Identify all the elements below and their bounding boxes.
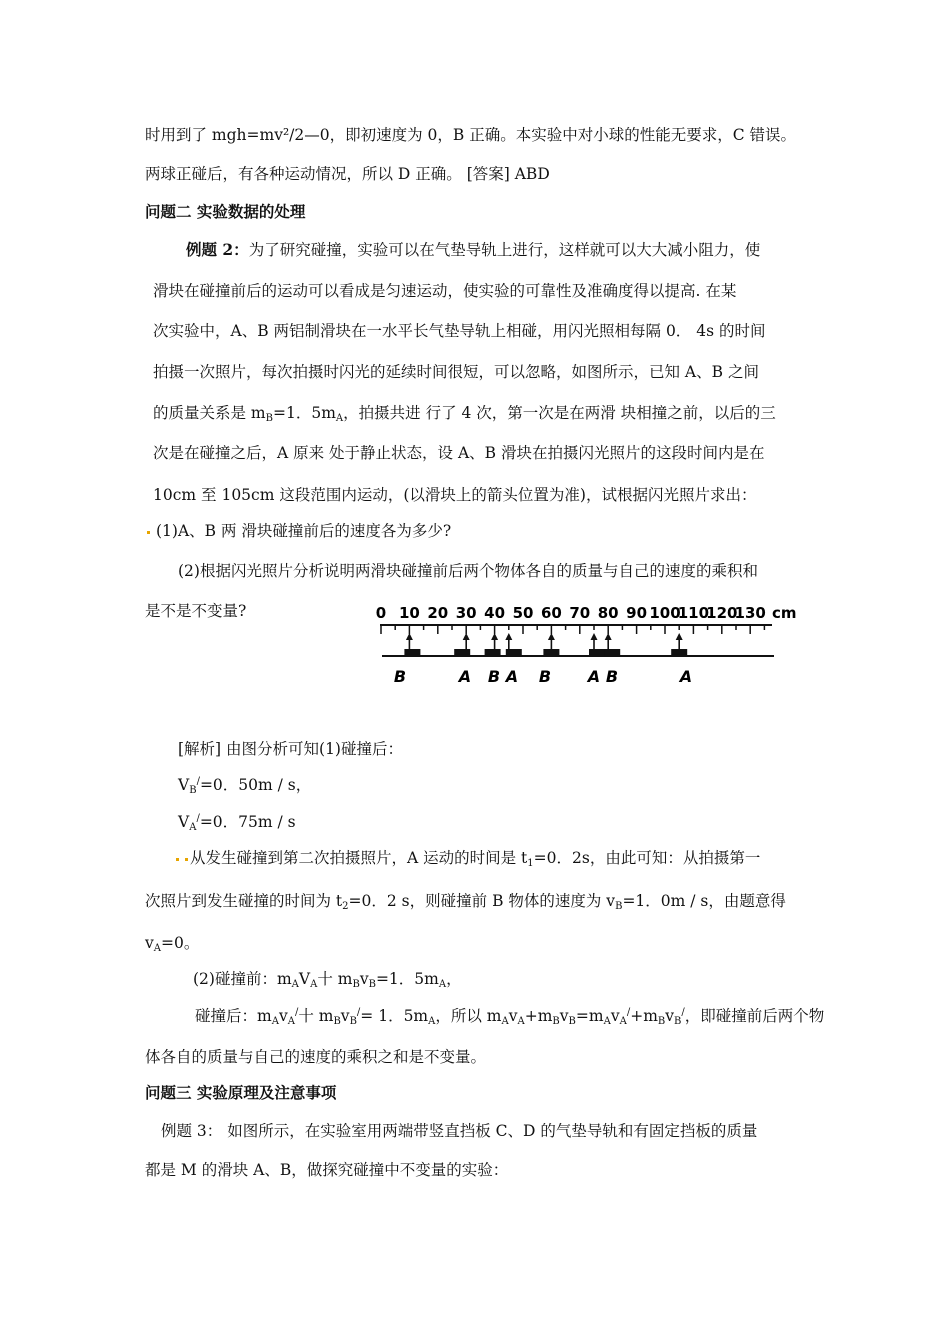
text-line: 次是在碰撞之后，A 原来 处于静止状态，设 A、B 滑块在拍摄闪光照片的这段时间内是在	[153, 444, 765, 462]
scale-label: 90	[626, 604, 648, 622]
bullet-dot-icon	[185, 858, 188, 861]
scale-label: 130	[734, 604, 766, 622]
text-line: 次照片到发生碰撞的时间为 $t_2=0$．2 s，则碰撞前 B 物体的速度为 $v_B=1$．0m / s，由题意得	[145, 892, 786, 912]
slider-label: A	[505, 667, 519, 686]
arrow-up-icon	[491, 633, 498, 640]
text-line: [解析] 由图分析可知(1)碰撞后：	[178, 740, 403, 758]
scale-label: 80	[597, 604, 619, 622]
arrow-up-icon	[463, 633, 470, 640]
slider-label: A	[679, 667, 693, 686]
scale-label: 100	[649, 604, 681, 622]
section-heading: 问题三 实验原理及注意事项	[145, 1083, 337, 1102]
scale-label: 60	[540, 604, 562, 622]
text-line: 滑块在碰撞前后的运动可以看成是匀速运动，使实验的可靠性及准确度得以提高. 在某	[153, 282, 737, 300]
text-span: 为了研究碰撞，实验可以在气垫导轨上进行，这样就可以大大减小阻力，使	[248, 241, 761, 259]
scale-label: 40	[484, 604, 506, 622]
slider-block	[506, 649, 522, 656]
velocity-b-after: $V_B^/=0$．50m / s，	[178, 776, 312, 796]
text-line: 次实验中，A、B 两铝制滑块在一水平长气垫导轨上相碰，用闪光照相每隔 0． 4s 的时间	[153, 322, 766, 340]
scale-label: 0	[375, 604, 387, 622]
slider-label: B	[538, 667, 552, 686]
ruler-ticks	[381, 625, 764, 634]
scale-label: 70	[569, 604, 591, 622]
slider-label: A	[458, 667, 472, 686]
scale-unit: cm	[772, 604, 797, 622]
slider-block	[485, 649, 501, 656]
flash-photo-figure	[370, 598, 810, 693]
momentum-after: 碰撞后：$m_Av_A^/$十 $m_Bv_B^/= 1$．$5m_A$，所以 $m_Av_A+m_Bv_B=m_Av_A^/+m_Bv_B^/$，即碰撞前后两个物	[195, 1007, 825, 1027]
text-line: 例题 3： 如图所示，在实验室用两端带竖直挡板 C、D 的气垫导轨和有固定挡板的质量	[161, 1122, 758, 1140]
text-line: 的质量关系是 $m_B=1$．$5m_A$，拍摄共进 行了 4 次，第一次是在两滑 块相撞之前，以后的三	[153, 404, 776, 424]
velocity-a-after: $V_A^/=0$．75m / s	[178, 813, 296, 833]
text-line: 时用到了 mgh=mv²/2—0，即初速度为 0，B 正确。本实验中对小球的性能无要求，C 错误。	[145, 126, 797, 144]
text-line: 从发生碰撞到第二次拍摄照片，A 运动的时间是 $t_1=0$．2s，由此可知：从拍摄第一	[176, 848, 760, 868]
arrow-up-icon	[676, 633, 683, 640]
text-line: 两球正碰后，有各种运动情况，所以 D 正确。 [答案] ABD	[145, 165, 550, 183]
scale-label: 20	[427, 604, 449, 622]
text-line: $v_A=0$。	[145, 934, 200, 954]
sliders	[404, 633, 687, 656]
slider-label: A	[587, 667, 601, 686]
section-heading: 问题二 实验数据的处理	[145, 202, 306, 221]
scale-label: 110	[677, 604, 710, 622]
arrow-up-icon	[406, 633, 413, 640]
slider-block	[671, 649, 687, 656]
question-2: (2)根据闪光照片分析说明两滑块碰撞前后两个物体各自的质量与自己的速度的乘积和	[178, 562, 758, 580]
bullet-dot-icon	[147, 531, 150, 534]
example-paragraph-line	[186, 240, 760, 260]
momentum-before: (2)碰撞前：$m_AV_A$十 $m_Bv_B=1$．$5m_A$，	[193, 970, 462, 990]
slider-label: B	[393, 667, 407, 686]
arrow-up-icon	[548, 633, 555, 640]
arrow-up-icon	[591, 633, 598, 640]
arrow-up-icon	[605, 633, 612, 640]
scale-label: 30	[455, 604, 477, 622]
question-1: (1)A、B 两 滑块碰撞前后的速度各为多少?	[147, 521, 451, 541]
slider-block	[454, 649, 470, 656]
text-line: 体各自的质量与自己的速度的乘积之和是不变量。	[145, 1048, 487, 1066]
scale-label: 50	[512, 604, 534, 622]
arrow-up-icon	[505, 633, 512, 640]
scale-label: 120	[706, 604, 738, 622]
slider-block	[543, 649, 559, 656]
slider-labels	[394, 667, 692, 686]
text-line: 是不是不变量?	[145, 602, 247, 620]
scale-labels	[376, 604, 766, 622]
bullet-dot-icon	[176, 858, 179, 861]
example-label: 例题 2：	[186, 240, 249, 259]
slider-block	[404, 649, 420, 656]
slider-block	[589, 649, 605, 656]
scale-label: 10	[398, 604, 420, 622]
text-line: 都是 M 的滑块 A、B，做探究碰撞中不变量的实验：	[145, 1161, 509, 1179]
slider-label: B	[605, 667, 619, 686]
text-line: 拍摄一次照片，每次拍摄时闪光的延续时间很短，可以忽略，如图所示，已知 A、B 之间	[153, 363, 759, 381]
slider-block	[604, 649, 620, 656]
slider-label: B	[487, 667, 501, 686]
text-line: 10cm 至 105cm 这段范围内运动，(以滑块上的箭头位置为准)，试根据闪光照片求出：	[153, 486, 757, 504]
